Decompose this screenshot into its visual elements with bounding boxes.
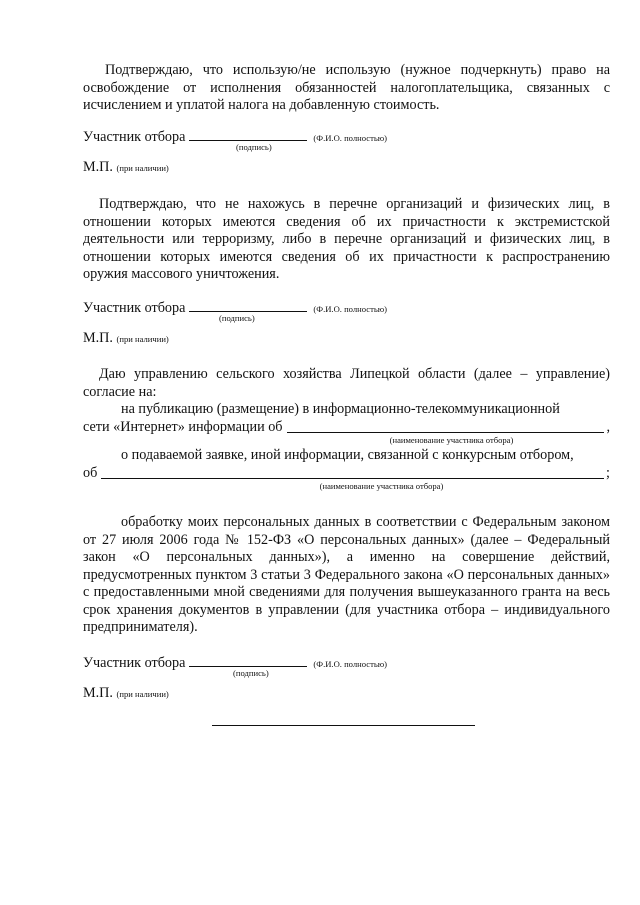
vat-exemption-paragraph: Подтверждаю, что использую/не использую (нужное подчеркнуть) право на освобождение от исполнения обязанностей налогоплательщика, связанных с исчислением и уплатой налога на добавленную стоимость. [83,62,610,113]
participant-name-hint: (наименование участника отбора) [319,481,444,491]
name-hint: (Ф.И.О. полностью) [313,658,388,669]
participant-name-field[interactable] [101,466,604,479]
consent-item-publication: на публикацию (размещение) в информационно-телекоммуникационной сети «Интернет» информации об , (наименование участника отбора) [83,401,610,445]
signature-line[interactable] [189,298,307,312]
participant-name-field[interactable] [287,420,605,433]
participant-label: Участник отбора [83,128,186,145]
consent-item-application: о подаваемой заявке, иной информации, связанной с конкурсным отбором, об ; (наименование участника отбора) [83,447,610,491]
signature-hint: (подпись) [236,141,272,152]
stamp-hint: (при наличии) [116,333,169,344]
participant-label: Участник отбора [83,299,186,316]
stamp-label: М.П. (при наличии) [83,684,169,701]
participant-label: Участник отбора [83,654,186,671]
signature-block-1 [83,127,610,177]
signature-block-2 [83,298,610,348]
name-hint: (Ф.И.О. полностью) [313,132,388,143]
signature-hint: (подпись) [233,667,269,678]
end-separator-line [212,725,475,726]
consent-item-personal-data: обработку моих персональных данных в соответствии с Федеральным законом от 27 июля 2006 года № 152-ФЗ «О персональных данных» (далее – Федеральный закон «О персональных данных»), а именно на совершение действий, предусмотренных пунктом 3 статьи 3 Федерального закона «О персональных данных» с предоставленными мной сведениями для получения вышеуказанного гранта на весь срок хранения документов в управлении (для участника отбора – индивидуального предпринимателя). [83,514,610,635]
participant-name-hint: (наименование участника отбора) [389,435,514,445]
name-hint: (Ф.И.О. полностью) [313,303,388,314]
stamp-hint: (при наличии) [116,688,169,699]
stamp-label: М.П. (при наличии) [83,329,169,346]
consent-intro: Даю управлению сельского хозяйства Липецкой области (далее – управление) согласие на: [83,366,610,400]
signature-line[interactable] [189,653,307,667]
stamp-label: М.П. (при наличии) [83,158,169,175]
signature-block-3 [83,653,610,703]
stamp-hint: (при наличии) [116,162,169,173]
signature-hint: (подпись) [219,312,255,323]
document-body [83,62,610,702]
signature-line[interactable] [189,127,307,141]
sanctions-paragraph: Подтверждаю, что не нахожусь в перечне организаций и физических лиц, в отношении которых имеются сведения об их причастности к экстремистской деятельности или терроризму, либо в перечне организаций и физических лиц, в отношении которых имеются сведения об их причастности к распространению оружия массового уничтожения. [83,196,610,282]
